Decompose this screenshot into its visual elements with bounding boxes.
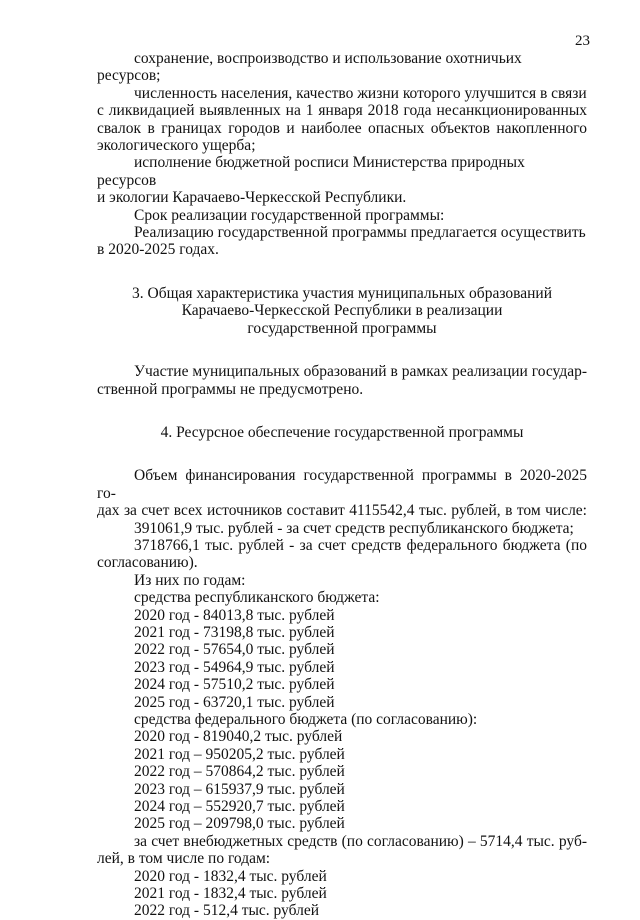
paragraph-line: в 2020-2025 годах. <box>97 241 219 259</box>
paragraph-line: 3718766,1 тыс. рублей - за счет средств федерального бюджета (по <box>134 536 587 554</box>
funding-by-years <box>97 572 587 833</box>
extrabudget-by-years <box>97 868 587 920</box>
page-content <box>97 50 587 920</box>
list-item: 2021 год - 73198,8 тыс. рублей <box>134 623 335 641</box>
list-item: 2022 год – 570864,2 тыс. рублей <box>134 763 345 781</box>
paragraph-line: с ликвидацией выявленных на 1 января 2018 года несанкционированных <box>97 102 587 120</box>
paragraph-line: согласованию). <box>97 554 198 572</box>
list-item: 2020 год - 84013,8 тыс. рублей <box>134 606 335 624</box>
paragraph-line: за счет внебюджетных средств (по согласованию) – 5714,4 тыс. руб- <box>134 832 587 850</box>
section-heading: государственной программы <box>247 319 437 337</box>
section-heading: 3. Общая характеристика участия муниципальных образований <box>132 284 552 302</box>
list-item: 2021 год – 950205,2 тыс. рублей <box>134 745 345 763</box>
paragraph-line: экологического ущерба; <box>97 137 256 155</box>
list-item: 2023 год – 615937,9 тыс. рублей <box>134 780 345 798</box>
paragraph-line: Участие муниципальных образований в рамках реализации государ- <box>134 363 587 381</box>
paragraph-line: сохранение, воспроизводство и использование охотничьих ресурсов; <box>97 50 522 85</box>
paragraph-line: Объем финансирования государственной программы в 2020-2025 го- <box>97 467 587 502</box>
paragraph-line: ственной программы не предусмотрено. <box>97 380 364 398</box>
paragraph-line: и экологии Карачаево-Черкесской Республики. <box>97 189 407 207</box>
list-item: 2022 год - 57654,0 тыс. рублей <box>134 641 335 659</box>
section-heading: Карачаево-Черкесской Республики в реализации <box>181 302 503 320</box>
section-heading: 4. Ресурсное обеспечение государственной программы <box>160 423 524 441</box>
list-item: 2021 год - 1832,4 тыс. рублей <box>134 885 327 903</box>
list-item: 2024 год - 57510,2 тыс. рублей <box>134 676 335 694</box>
list-item: 2023 год - 54964,9 тыс. рублей <box>134 658 335 676</box>
list-item: 2025 год – 209798,0 тыс. рублей <box>134 815 345 833</box>
list-item: 2024 год – 552920,7 тыс. рублей <box>134 798 345 816</box>
paragraph-line: численность населения, качество жизни которого улучшится в связи <box>134 84 587 102</box>
list-title: средства республиканского бюджета: <box>134 589 380 607</box>
paragraph-line: свалок в границах городов и наиболее опасных объектов накопленного <box>97 119 587 137</box>
paragraph-line: дах за счет всех источников составит 4115542,4 тыс. рублей, в том числе: <box>97 502 587 520</box>
list-title: средства федерального бюджета (по согласованию): <box>134 711 478 728</box>
paragraph-line: 391061,9 тыс. рублей - за счет средств республиканского бюджета; <box>134 519 574 537</box>
list-item: 2022 год - 512,4 тыс. рублей <box>134 902 320 920</box>
list-item: 2020 год - 819040,2 тыс. рублей <box>134 728 343 746</box>
list-item: 2020 год - 1832,4 тыс. рублей <box>134 867 327 885</box>
list-item: 2025 год - 63720,1 тыс. рублей <box>134 693 335 711</box>
page-number: 23 <box>575 33 590 49</box>
paragraph-line: Срок реализации государственной программы: <box>134 206 445 224</box>
paragraph-line: исполнение бюджетной росписи Министерства природных ресурсов <box>97 154 525 189</box>
paragraph-line: Реализацию государственной программы предлагается осуществить <box>134 224 586 242</box>
paragraph-line: лей, в том числе по годам: <box>97 850 271 868</box>
paragraph-line: Из них по годам: <box>134 571 246 589</box>
